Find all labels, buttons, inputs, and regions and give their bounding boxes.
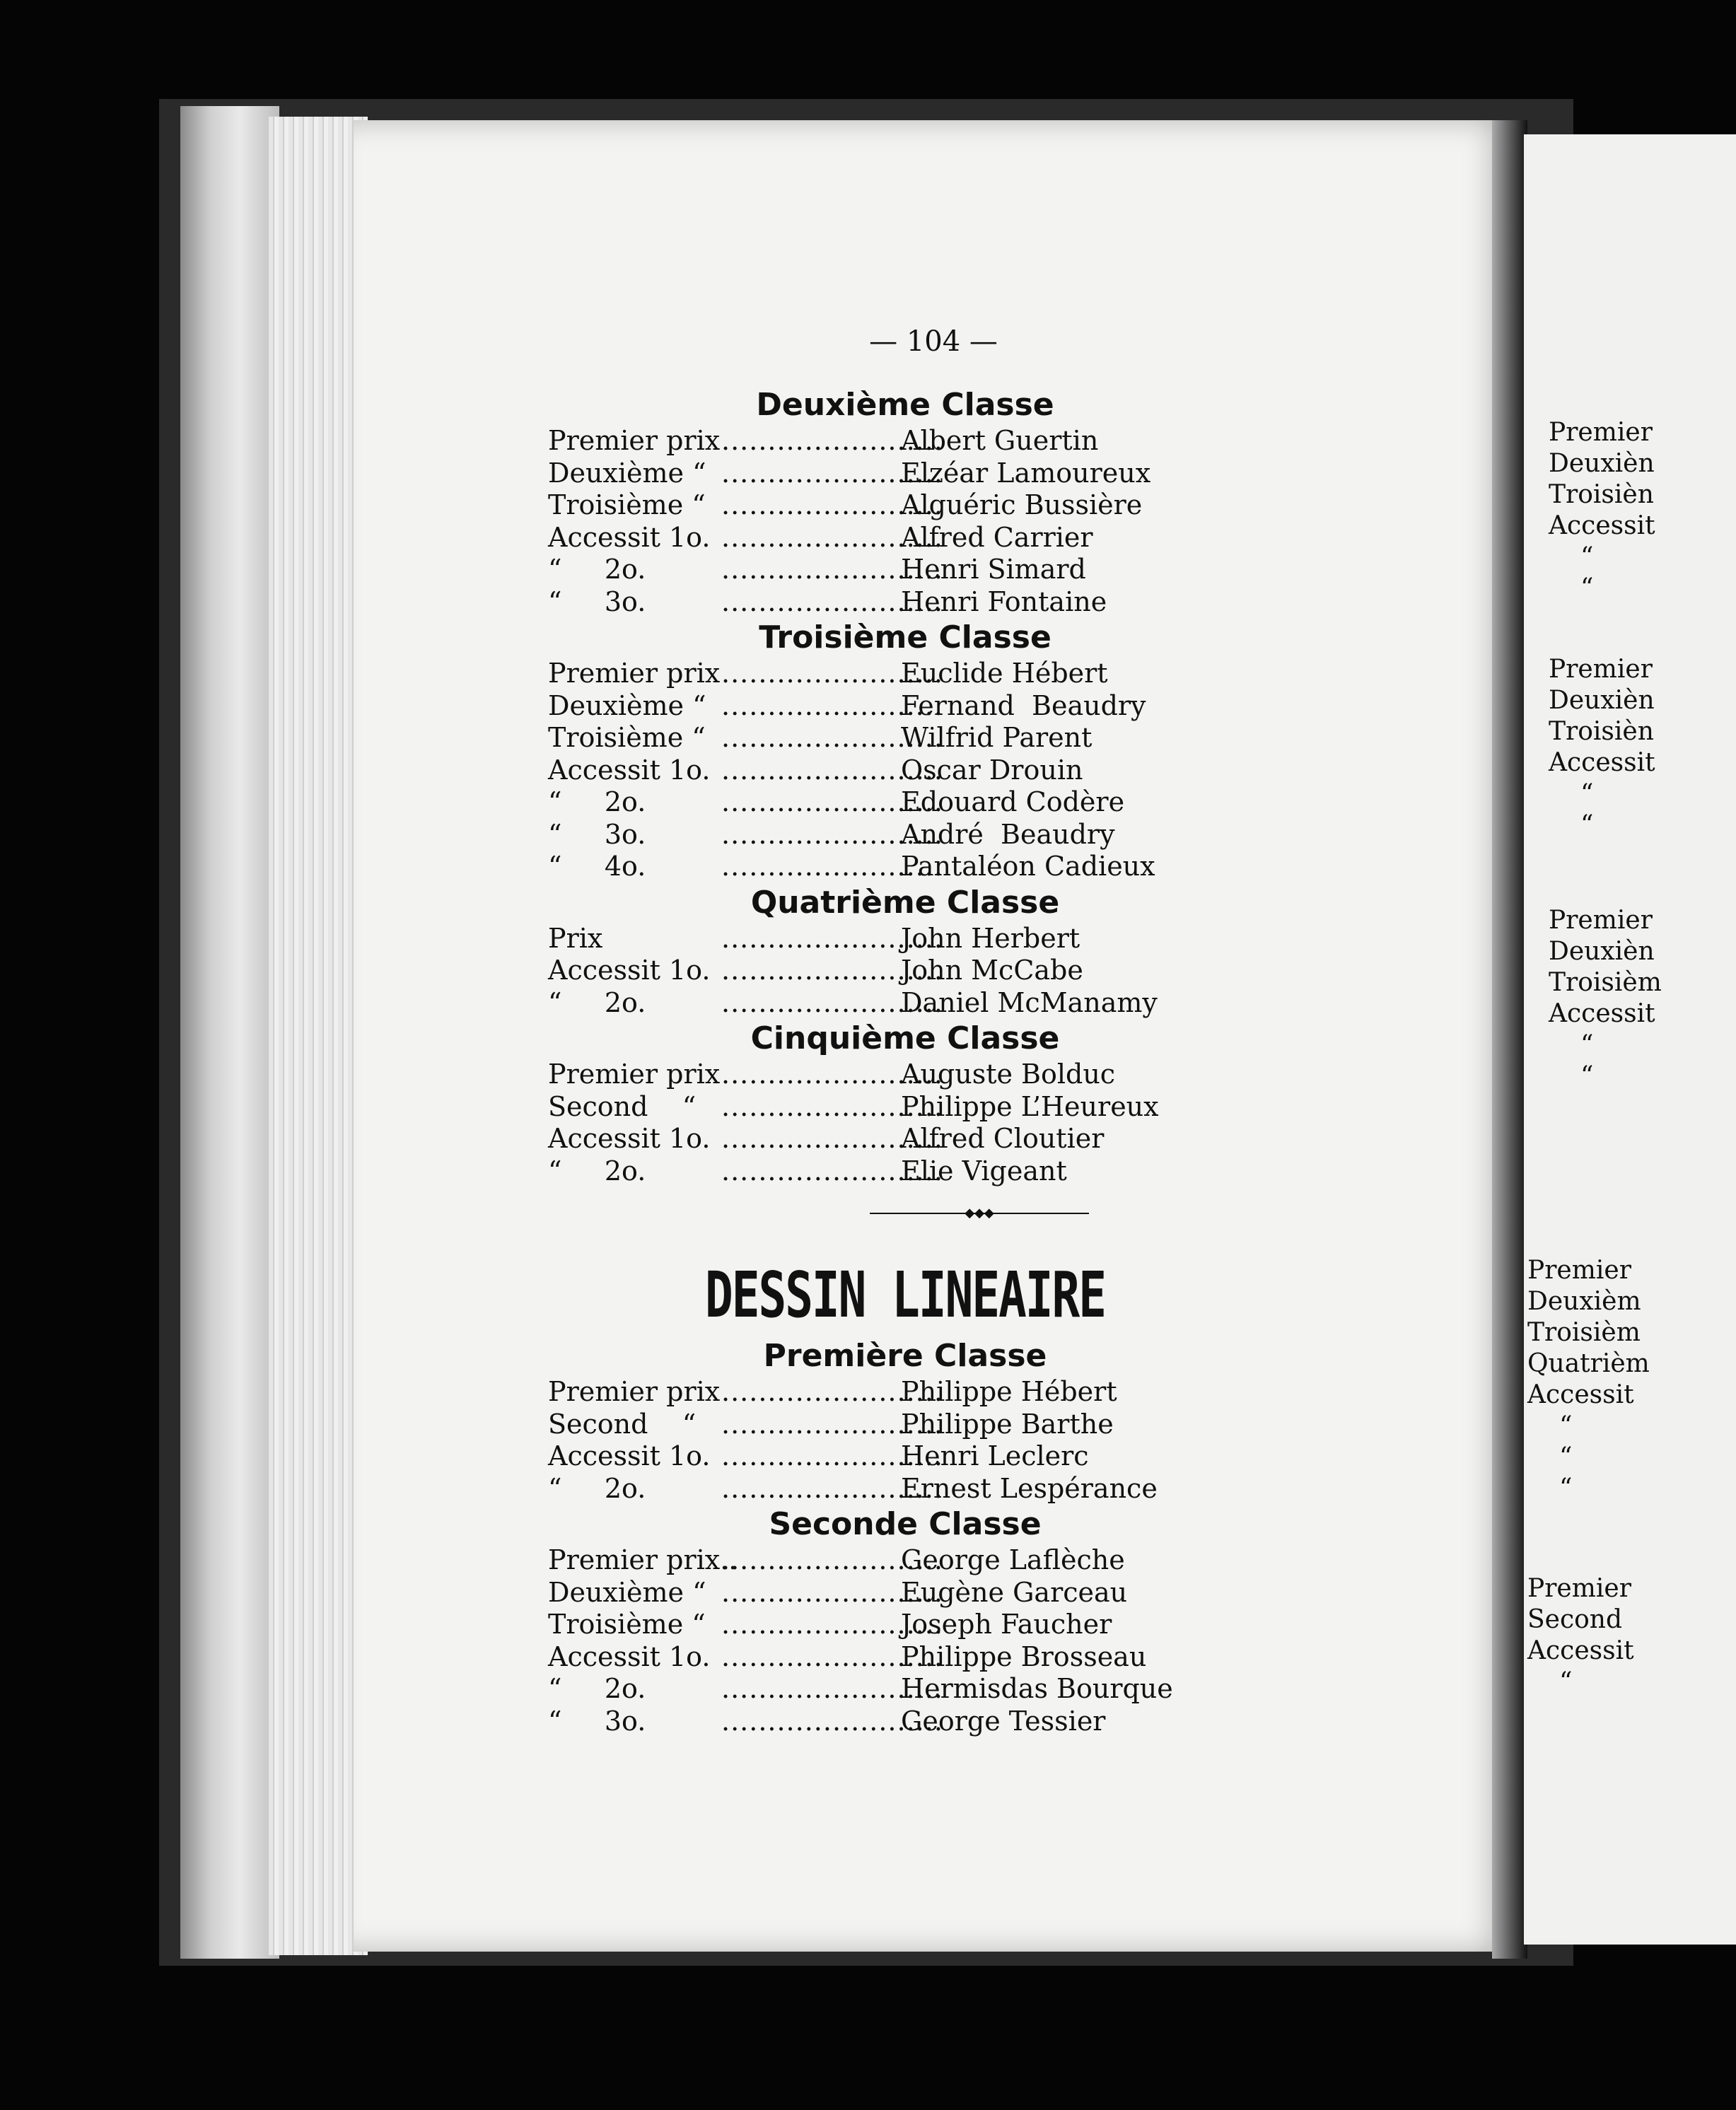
right-page-line: Quatrièm: [1527, 1349, 1650, 1378]
prize-row: [548, 1609, 1361, 1641]
leader-dots: ........................: [721, 955, 943, 986]
prize-row: [548, 1155, 1361, 1188]
right-page-line: Accessit: [1527, 1636, 1634, 1665]
right-page-line: “: [1580, 779, 1594, 808]
prize-label: “ 3o.: [548, 818, 646, 850]
page-number: — 104 —: [869, 325, 998, 358]
class-title: Première Classe: [763, 1338, 1047, 1374]
prize-label: “ 3o.: [548, 1705, 646, 1737]
right-page-line: “: [1580, 810, 1594, 839]
right-page-line: Troisièn: [1549, 717, 1654, 746]
right-page-block: [1549, 905, 1662, 1092]
right-page-line: “: [1559, 1442, 1573, 1471]
prize-row: [548, 554, 1361, 586]
student-name: André Beaudry: [901, 818, 1115, 850]
prize-label: Troisième “: [548, 1609, 706, 1640]
leader-dots: ........................: [721, 1705, 943, 1737]
prize-row: [548, 1544, 1361, 1577]
prize-label: Second “: [548, 1090, 697, 1122]
leader-dots: ........................: [721, 1576, 943, 1608]
leader-dots: ........................: [721, 722, 943, 753]
student-name: Elie Vigeant: [901, 1155, 1067, 1187]
right-page-line: Accessit: [1549, 748, 1655, 777]
student-name: Pantaléon Cadieux: [901, 851, 1155, 882]
right-page-line: “: [1580, 1030, 1594, 1059]
student-name: Ernest Lespérance: [901, 1472, 1158, 1504]
prize-label: Troisième “: [548, 722, 706, 753]
right-page-line: Premier: [1549, 906, 1653, 935]
prize-label: Second “: [548, 1408, 697, 1440]
student-name: George Tessier: [901, 1705, 1106, 1737]
leader-dots: ........................: [721, 1673, 943, 1704]
prize-row: [548, 690, 1361, 723]
leader-dots: ........................: [721, 1408, 943, 1440]
student-name: Oscar Drouin: [901, 754, 1083, 786]
leader-dots: ........................: [721, 554, 943, 585]
prize-label: “ 2o.: [548, 1673, 646, 1704]
prize-label: Deuxième “: [548, 1576, 706, 1608]
prize-row: [548, 522, 1361, 554]
right-page-line: Deuxièm: [1527, 1287, 1641, 1316]
student-name: Fernand Beaudry: [901, 689, 1146, 721]
prize-row: [548, 1440, 1361, 1473]
leader-dots: ........................: [721, 1376, 943, 1407]
student-name: Philippe Brosseau: [901, 1640, 1147, 1672]
student-name: Hermisdas Bourque: [901, 1673, 1173, 1704]
prize-row: [548, 1123, 1361, 1155]
right-page-block: [1549, 417, 1655, 604]
prize-row: [548, 1409, 1361, 1441]
prize-label: “ 2o.: [548, 1155, 646, 1187]
right-page-line: “: [1559, 1474, 1573, 1503]
student-name: Eugène Garceau: [901, 1576, 1128, 1608]
student-name: Alfred Carrier: [901, 521, 1093, 553]
leader-dots: ........................: [721, 922, 943, 954]
prize-row: [548, 1673, 1361, 1706]
right-page-line: Premier: [1527, 1574, 1631, 1603]
class-title: Troisième Classe: [759, 619, 1051, 655]
prize-label: Prix: [548, 922, 603, 954]
prize-row: [548, 1706, 1361, 1738]
prize-row: [548, 754, 1361, 787]
class-title: Cinquième Classe: [750, 1020, 1060, 1056]
student-name: Edouard Codère: [901, 786, 1125, 817]
leader-dots: ........................: [721, 1472, 943, 1504]
student-name: Philippe Barthe: [901, 1408, 1114, 1440]
right-page-line: Premier: [1549, 655, 1653, 684]
prize-label: “ 3o.: [548, 585, 646, 617]
right-page-line: “: [1580, 1061, 1594, 1090]
right-page-line: “: [1580, 542, 1594, 571]
leader-dots: ........................: [721, 1155, 943, 1187]
leader-dots: ........................: [721, 658, 943, 689]
prize-row: [548, 1641, 1361, 1674]
student-name: George Laflèche: [901, 1544, 1125, 1575]
prize-label: Accessit 1o.: [548, 955, 711, 986]
leader-dots: ........................: [721, 489, 943, 520]
prize-row: [548, 851, 1361, 883]
right-page-block: [1527, 1255, 1650, 1504]
right-page-line: “: [1580, 573, 1594, 602]
leader-dots: ........................: [721, 786, 943, 817]
prize-label: “ 4o.: [548, 851, 646, 882]
leader-dots: ........................: [721, 818, 943, 850]
prize-label: Accessit 1o.: [548, 521, 711, 553]
student-name: Wilfrid Parent: [901, 722, 1093, 753]
prize-row: [548, 425, 1361, 457]
prize-label: Accessit 1o.: [548, 1123, 711, 1154]
dessin-classes-list: [548, 1336, 1361, 1737]
student-name: John McCabe: [901, 955, 1083, 986]
leader-dots: ........................: [721, 457, 943, 489]
student-name: John Herbert: [901, 922, 1080, 954]
prize-row: [548, 586, 1361, 619]
student-name: Alguéric Bussière: [901, 489, 1143, 520]
prize-label: Premier prix: [548, 1059, 721, 1090]
prize-row: [548, 923, 1361, 955]
student-name: Philippe L’Heureux: [901, 1090, 1159, 1122]
classes-list: [548, 385, 1361, 1187]
student-name: Elzéar Lamoureux: [901, 457, 1151, 489]
right-page-line: Premier: [1527, 1256, 1631, 1285]
student-name: Henri Fontaine: [901, 585, 1107, 617]
right-page-fragment: [1524, 134, 1736, 1945]
prize-label: Accessit 1o.: [548, 754, 711, 786]
ornamental-divider: ◆◆◆: [870, 1208, 1089, 1218]
class-title: Seconde Classe: [769, 1506, 1042, 1542]
right-page-line: “: [1559, 1411, 1573, 1440]
prize-label: “ 2o.: [548, 1472, 646, 1504]
class-title: Quatrième Classe: [750, 884, 1060, 921]
prize-row: [548, 786, 1361, 819]
section-heading-dessin-lineaire: DESSIN LINEAIRE: [704, 1258, 1106, 1332]
prize-label: Accessit 1o.: [548, 1440, 711, 1471]
right-page-line: “: [1559, 1667, 1573, 1696]
prize-label: Premier prix: [548, 1376, 721, 1407]
student-name: Alfred Cloutier: [901, 1123, 1105, 1154]
student-name: Daniel McManamy: [901, 986, 1158, 1018]
student-name: Henri Simard: [901, 554, 1086, 585]
page-edges-inner: [269, 117, 368, 1955]
right-page-line: Deuxièn: [1549, 937, 1655, 966]
prize-list: [548, 385, 1361, 1737]
right-page-block: [1549, 654, 1655, 841]
prize-row: [548, 1376, 1361, 1409]
prize-row: [548, 1577, 1361, 1609]
student-name: Henri Leclerc: [901, 1440, 1089, 1471]
prize-row: [548, 987, 1361, 1020]
leader-dots: ........................: [721, 1090, 943, 1122]
right-page-line: Second: [1527, 1605, 1623, 1634]
student-name: Euclide Hébert: [901, 658, 1108, 689]
leader-dots: ........................: [721, 585, 943, 617]
prize-label: Deuxième “: [548, 689, 706, 721]
prize-label: “ 2o.: [548, 554, 646, 585]
student-name: Albert Guertin: [901, 425, 1099, 456]
prize-row: [548, 1059, 1361, 1091]
prize-label: Premier prix..: [548, 1544, 738, 1575]
right-page-line: Troisièn: [1549, 480, 1654, 509]
book-gutter: [1492, 120, 1527, 1959]
right-page-line: Troisièm: [1527, 1318, 1641, 1347]
right-page-line: Premier: [1549, 418, 1653, 447]
leader-dots: ........................: [721, 425, 943, 456]
prize-row: [548, 457, 1361, 490]
prize-row: [548, 658, 1361, 690]
prize-label: “ 2o.: [548, 986, 646, 1018]
prize-row: [548, 489, 1361, 522]
right-page-line: Deuxièn: [1549, 449, 1655, 478]
prize-label: “ 2o.: [548, 786, 646, 817]
class-title: Deuxième Classe: [756, 387, 1054, 423]
prize-row: [548, 722, 1361, 754]
prize-row: [548, 955, 1361, 987]
prize-label: Troisième “: [548, 489, 706, 520]
right-page-block: [1527, 1573, 1634, 1698]
leader-dots: ........................: [721, 851, 943, 882]
leader-dots: ........................: [721, 1123, 943, 1154]
leader-dots: ........................: [721, 1440, 943, 1471]
student-name: Auguste Bolduc: [901, 1059, 1116, 1090]
prize-row: [548, 1473, 1361, 1505]
leader-dots: ........................: [721, 689, 943, 721]
prize-label: Deuxième “: [548, 457, 706, 489]
leader-dots: ........................: [721, 1640, 943, 1672]
leader-dots: ........................: [721, 986, 943, 1018]
prize-label: Premier prix: [548, 425, 721, 456]
leader-dots: ........................: [721, 1544, 943, 1575]
student-name: Joseph Faucher: [901, 1609, 1112, 1640]
leader-dots: ........................: [721, 1059, 943, 1090]
right-page-line: Accessit: [1549, 999, 1655, 1028]
prize-row: [548, 819, 1361, 851]
prize-row: [548, 1091, 1361, 1124]
leader-dots: ........................: [721, 1609, 943, 1640]
right-page-line: Deuxièn: [1549, 686, 1655, 715]
prize-label: Premier prix: [548, 658, 721, 689]
prize-label: Accessit 1o.: [548, 1640, 711, 1672]
right-page-line: Troisièm: [1549, 968, 1662, 997]
student-name: Philippe Hébert: [901, 1376, 1117, 1407]
right-page-line: Accessit: [1549, 511, 1655, 540]
leader-dots: ........................: [721, 754, 943, 786]
leader-dots: ........................: [721, 521, 943, 553]
page-edges: [180, 106, 279, 1959]
right-page-line: Accessit: [1527, 1380, 1634, 1409]
